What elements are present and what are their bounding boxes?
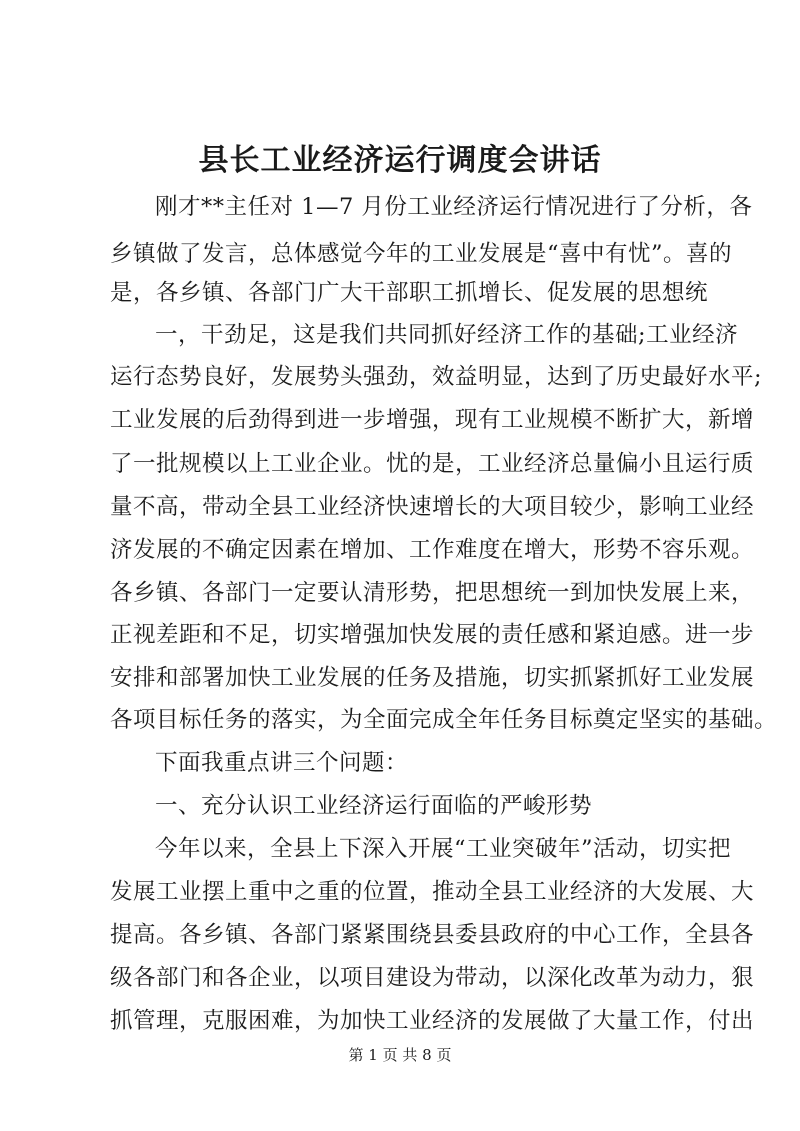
body-line: 运行态势良好，发展势头强劲，效益明显，达到了历史最好水平; xyxy=(110,364,763,390)
body-line: 量不高，带动全县工业经济快速增长的大项目较少，影响工业经 xyxy=(110,494,755,520)
body-line: 济发展的不确定因素在增加、工作难度在增大，形势不容乐观。 xyxy=(110,537,755,563)
section-heading: 一、充分认识工业经济运行面临的严峻形势 xyxy=(155,793,593,819)
body-line: 乡镇做了发言，总体感觉今年的工业发展是“喜中有忧”。喜的 xyxy=(110,241,733,267)
body-line: 下面我重点讲三个问题： xyxy=(155,750,409,776)
body-line: 了一批规模以上工业企业。忧的是，工业经济总量偏小且运行质 xyxy=(110,451,755,477)
body-line: 今年以来，全县上下深入开展“工业突破年”活动，切实把 xyxy=(155,836,732,862)
body-line: 刚才**主任对 1—7 月份工业经济运行情况进行了分析，各 xyxy=(155,194,753,220)
body-line: 正视差距和不足，切实增强加快发展的责任感和紧迫感。进一步 xyxy=(110,622,755,648)
document-title: 县长工业经济运行调度会讲话 xyxy=(198,143,602,178)
body-line: 一，干劲足，这是我们共同抓好经济工作的基础;工业经济 xyxy=(155,322,739,348)
body-line: 工业发展的后劲得到进一步增强，现有工业规模不断扩大，新增 xyxy=(110,407,755,433)
body-line: 各项目标任务的落实，为全面完成全年任务目标奠定坚实的基础。 xyxy=(110,707,778,733)
body-line: 是，各乡镇、各部门广大干部职工抓增长、促发展的思想统 xyxy=(110,280,709,306)
page-footer: 第 1 页 共 8 页 xyxy=(348,1046,452,1064)
body-line: 级各部门和各企业，以项目建设为带动，以深化改革为动力，狠 xyxy=(110,965,755,991)
body-line: 提高。各乡镇、各部门紧紧围绕县委县政府的中心工作，全县各 xyxy=(110,922,755,948)
body-line: 各乡镇、各部门一定要认清形势，把思想统一到加快发展上来， xyxy=(110,580,755,606)
body-line: 安排和部署加快工业发展的任务及措施，切实抓紧抓好工业发展 xyxy=(110,665,755,691)
body-line: 发展工业摆上重中之重的位置，推动全县工业经济的大发展、大 xyxy=(110,879,755,905)
body-line: 抓管理，克服困难，为加快工业经济的发展做了大量工作，付出 xyxy=(110,1008,755,1034)
